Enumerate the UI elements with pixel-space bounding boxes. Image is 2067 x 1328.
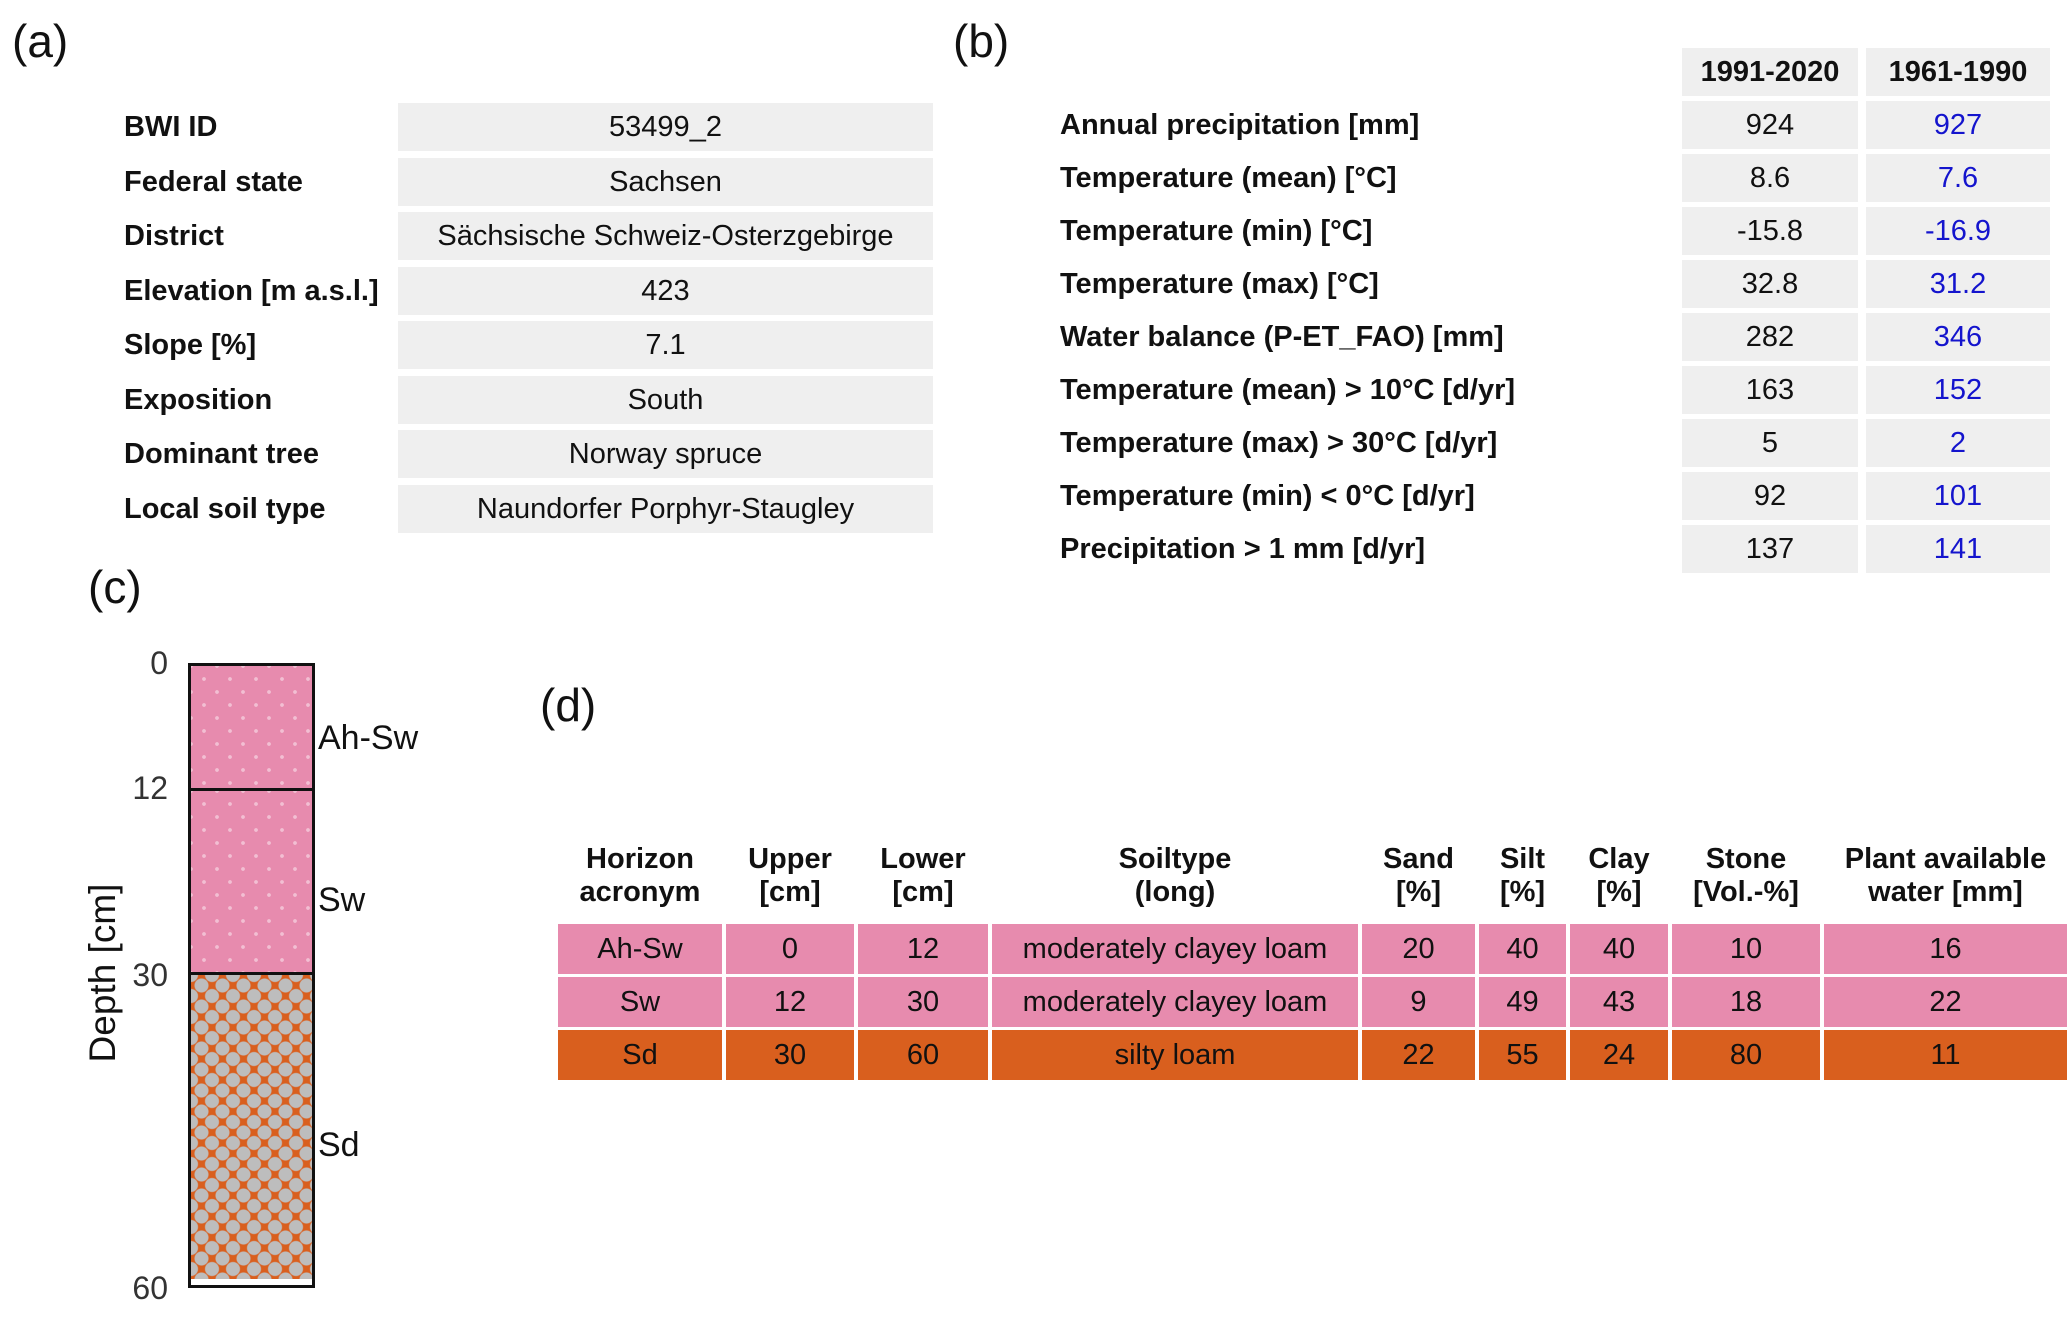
table-cell: 30: [726, 1030, 854, 1080]
site-row-value: Sachsen: [398, 158, 933, 206]
site-row-label: Exposition: [124, 383, 273, 416]
horizon-ah-sw-segment: [191, 666, 312, 788]
climate-col-header-reference: 1961-1990: [1866, 48, 2050, 96]
climate-table: [1060, 48, 2050, 573]
climate-value-current: -15.8: [1682, 207, 1858, 255]
col-header-horizon-acronym: Horizon acronym: [579, 843, 701, 908]
table-cell: 40: [1479, 924, 1566, 974]
panel-b-letter: (b): [953, 15, 1010, 67]
site-row-label: BWI ID: [124, 111, 218, 143]
horizon-label-ah-sw: Ah-Sw: [318, 719, 419, 757]
climate-row-label: Precipitation > 1 mm [d/yr]: [1060, 533, 1426, 565]
climate-value-reference: 152: [1866, 366, 2050, 414]
horizon-sd-segment: [191, 972, 312, 1279]
col-header-upper: Upper [cm]: [748, 843, 832, 908]
depth-tick-60: 60: [132, 1270, 168, 1306]
depth-tick-0: 0: [150, 645, 168, 681]
table-cell: silty loam: [992, 1030, 1358, 1080]
climate-value-reference: 927: [1866, 101, 2050, 149]
site-row-value: Sächsische Schweiz-Osterzgebirge: [398, 212, 933, 260]
climate-value-current: 8.6: [1682, 154, 1858, 202]
table-cell: 22: [1362, 1030, 1475, 1080]
site-info-table: [124, 103, 933, 533]
table-cell: 18: [1672, 977, 1820, 1027]
table-cell: 11: [1824, 1030, 2067, 1080]
climate-value-reference: 346: [1866, 313, 2050, 361]
climate-row-label: Temperature (mean) > 10°C [d/yr]: [1060, 374, 1516, 406]
table-cell: 80: [1672, 1030, 1820, 1080]
col-header-silt: Silt [%]: [1499, 843, 1546, 908]
table-cell: 12: [858, 924, 988, 974]
site-row-value: 423: [398, 267, 933, 315]
site-row-label: Elevation [m a.s.l.]: [124, 274, 379, 307]
climate-value-current: 92: [1682, 472, 1858, 520]
horizon-table-body: [558, 924, 2067, 1080]
climate-value-current: 924: [1682, 101, 1858, 149]
soil-profile-column: [188, 663, 315, 1288]
site-row-label: Slope [%]: [124, 329, 257, 361]
climate-row-label: Temperature (min) < 0°C [d/yr]: [1060, 480, 1475, 512]
table-cell: 55: [1479, 1030, 1566, 1080]
climate-value-reference: 101: [1866, 472, 2050, 520]
climate-row-label: Water balance (P-ET_FAO) [mm]: [1060, 321, 1504, 353]
table-cell: Ah-Sw: [558, 924, 722, 974]
climate-value-reference: -16.9: [1866, 207, 2050, 255]
site-row-value: Naundorfer Porphyr-Staugley: [398, 485, 933, 533]
site-row-label: Local soil type: [124, 492, 326, 525]
climate-col-header-current: 1991-2020: [1682, 48, 1858, 96]
table-cell: 40: [1570, 924, 1668, 974]
col-header-clay: Clay [%]: [1588, 843, 1650, 908]
table-cell: Sw: [558, 977, 722, 1027]
panel-a-letter: (a): [12, 15, 69, 67]
table-cell: 43: [1570, 977, 1668, 1027]
table-cell: moderately clayey loam: [992, 977, 1358, 1027]
climate-row-label: Temperature (mean) [°C]: [1060, 162, 1397, 194]
horizon-sw-segment: [191, 788, 312, 972]
col-header-plant-available-water: Plant available water [mm]: [1844, 843, 2047, 908]
climate-value-current: 282: [1682, 313, 1858, 361]
table-cell: 49: [1479, 977, 1566, 1027]
panel-c-letter: (c): [88, 561, 142, 613]
site-row-label: Federal state: [124, 165, 303, 198]
horizon-label-sw: Sw: [318, 881, 366, 919]
table-cell: 10: [1672, 924, 1820, 974]
climate-value-current: 163: [1682, 366, 1858, 414]
climate-value-current: 137: [1682, 525, 1858, 573]
table-cell: moderately clayey loam: [992, 924, 1358, 974]
site-row-value: South: [398, 376, 933, 424]
table-cell: 12: [726, 977, 854, 1027]
site-row-value: 53499_2: [398, 103, 933, 151]
col-header-soiltype: Soiltype (long): [1118, 843, 1232, 908]
panel-d-letter: (d): [540, 679, 597, 731]
table-cell: 0: [726, 924, 854, 974]
site-row-value: 7.1: [398, 321, 933, 369]
table-cell: Sd: [558, 1030, 722, 1080]
depth-tick-12: 12: [132, 770, 168, 806]
depth-tick-30: 30: [132, 957, 168, 993]
table-cell: 24: [1570, 1030, 1668, 1080]
climate-value-reference: 2: [1866, 419, 2050, 467]
climate-value-current: 32.8: [1682, 260, 1858, 308]
table-cell: 22: [1824, 977, 2067, 1027]
table-cell: 20: [1362, 924, 1475, 974]
climate-row-label: Annual precipitation [mm]: [1060, 109, 1420, 141]
climate-value-reference: 31.2: [1866, 260, 2050, 308]
climate-value-reference: 141: [1866, 525, 2050, 573]
table-cell: 16: [1824, 924, 2067, 974]
table-cell: 9: [1362, 977, 1475, 1027]
col-header-stone: Stone [Vol.-%]: [1693, 843, 1799, 908]
horizon-table-header: [558, 843, 2067, 909]
depth-axis-label: Depth [cm]: [82, 883, 123, 1063]
climate-value-reference: 7.6: [1866, 154, 2050, 202]
site-row-label: District: [124, 220, 224, 252]
site-row-label: Dominant tree: [124, 438, 319, 470]
col-header-lower: Lower [cm]: [880, 843, 966, 908]
climate-row-label: Temperature (max) [°C]: [1060, 268, 1379, 300]
table-cell: 30: [858, 977, 988, 1027]
col-header-sand: Sand [%]: [1383, 843, 1454, 908]
climate-row-label: Temperature (max) > 30°C [d/yr]: [1060, 427, 1498, 459]
climate-value-current: 5: [1682, 419, 1858, 467]
climate-row-label: Temperature (min) [°C]: [1060, 215, 1373, 247]
climate-header-spacer: [1060, 48, 1674, 96]
table-cell: 60: [858, 1030, 988, 1080]
site-row-value: Norway spruce: [398, 430, 933, 478]
horizon-label-sd: Sd: [318, 1126, 360, 1164]
